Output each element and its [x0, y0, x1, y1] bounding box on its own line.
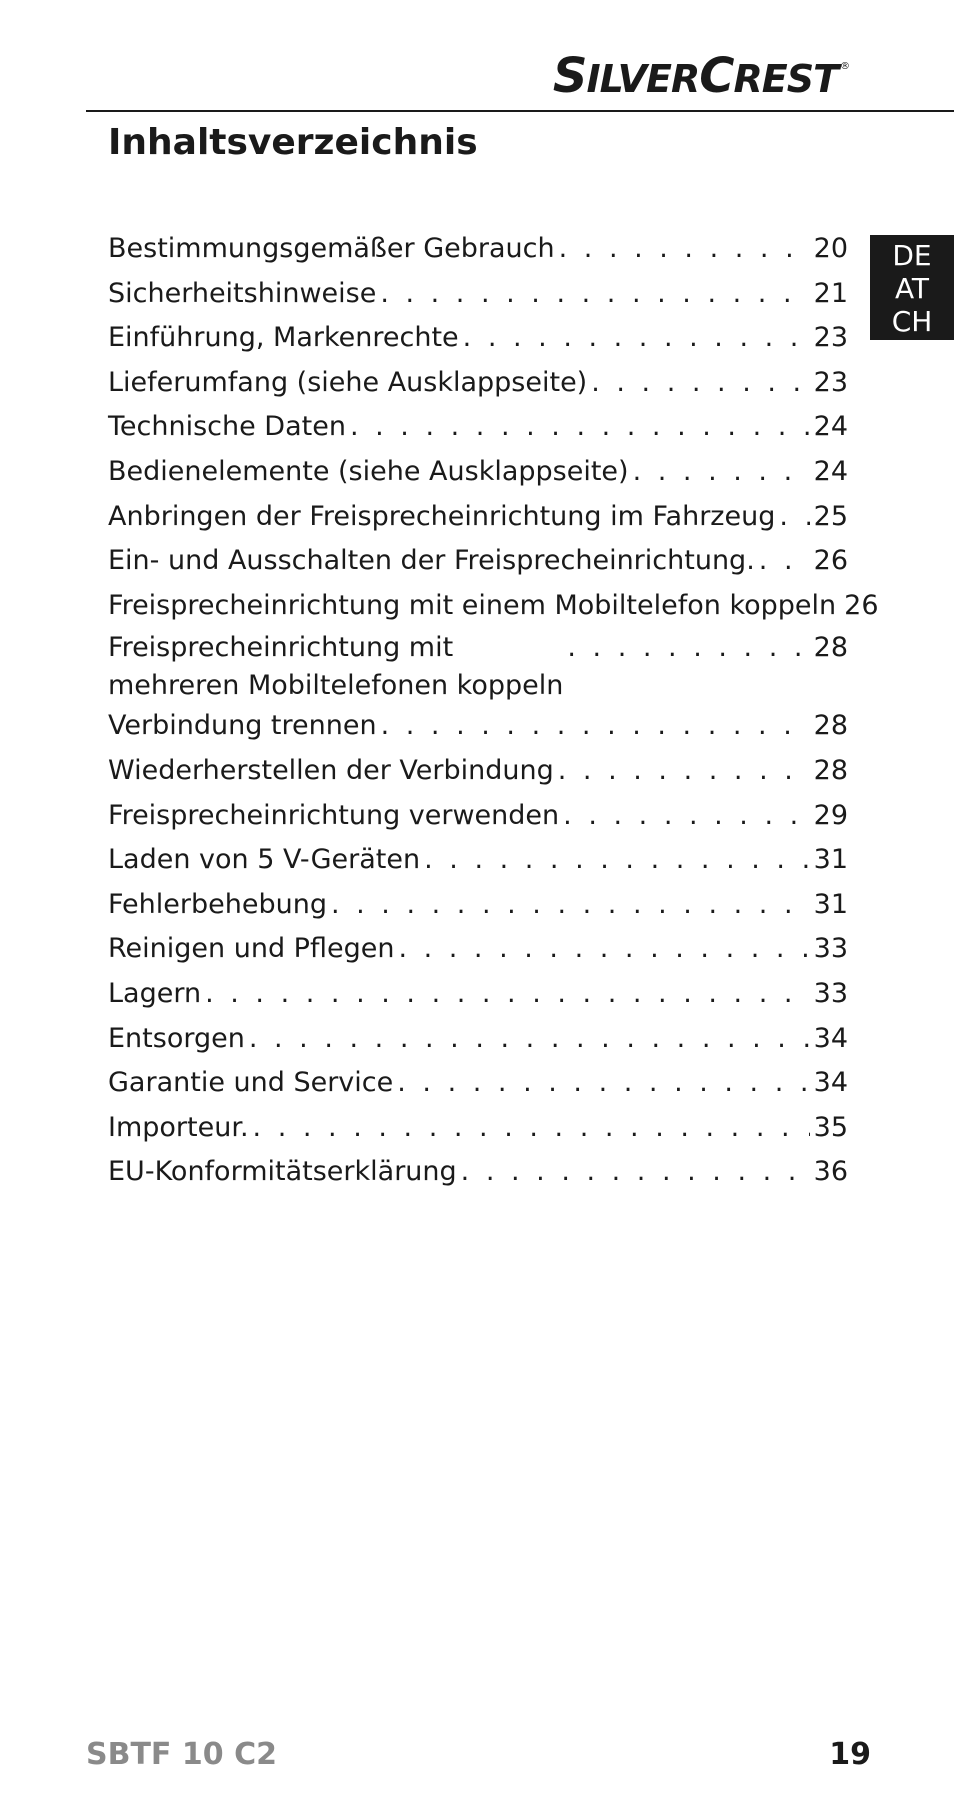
language-code: AT — [894, 272, 930, 305]
language-code: DE — [892, 239, 932, 272]
toc-page: 21 — [813, 277, 848, 309]
footer-model-number: SBTF 10 C2 — [86, 1737, 277, 1772]
toc-entry[interactable] — [108, 883, 848, 928]
toc-leader-dots — [567, 632, 809, 664]
toc-entry[interactable] — [108, 1150, 848, 1195]
toc-title: Wiederherstellen der Verbindung — [108, 754, 554, 786]
toc-entry[interactable] — [108, 272, 848, 317]
footer-page-number: 19 — [829, 1737, 871, 1772]
toc-title: Freisprecheinrichtung mit einem Mobiltelefon koppeln — [108, 589, 837, 621]
page-title: Inhaltsverzeichnis — [108, 122, 478, 163]
brand-text-rest: REST — [733, 57, 838, 101]
toc-leader-dots — [350, 405, 810, 450]
toc-entry[interactable] — [108, 1061, 848, 1106]
toc-entry[interactable] — [108, 495, 848, 540]
toc-page: 26 — [813, 545, 848, 577]
brand-letter-c: C — [699, 48, 734, 104]
toc-entry[interactable] — [108, 584, 879, 629]
toc-title: Lieferumfang (siehe Ausklappseite) — [108, 366, 588, 398]
toc-page: 31 — [813, 888, 848, 920]
toc-title-line1: Freisprecheinrichtung mit — [108, 632, 454, 664]
toc-leader-dots — [559, 227, 810, 272]
toc-title: Lagern — [108, 977, 202, 1009]
toc-page: 23 — [813, 322, 848, 354]
toc-page: 28 — [813, 754, 848, 786]
toc-leader-dots — [397, 1061, 809, 1106]
brand-logo — [552, 48, 849, 104]
toc-page: 20 — [813, 233, 848, 264]
toc-entry[interactable] — [108, 1017, 848, 1062]
toc-title: Entsorgen — [108, 1022, 245, 1054]
toc-page: 28 — [813, 710, 848, 742]
toc-leader-dots — [633, 450, 810, 495]
toc-page: 33 — [813, 977, 848, 1009]
toc-title: Importeur. — [108, 1111, 249, 1143]
toc-page: 25 — [813, 500, 848, 532]
toc-entry[interactable] — [108, 749, 848, 794]
toc-title: Fehlerbehebung — [108, 888, 327, 920]
toc-leader-dots — [398, 927, 809, 972]
toc-entry[interactable] — [108, 794, 848, 839]
toc-leader-dots — [759, 539, 810, 584]
toc-entry[interactable] — [108, 405, 848, 450]
toc-entry[interactable] — [108, 704, 848, 749]
toc-leader-dots — [591, 361, 809, 406]
toc-page: 26 — [844, 589, 879, 621]
toc-title: Anbringen der Freisprecheinrichtung im Fahrzeug — [108, 500, 776, 532]
toc-entry[interactable] — [108, 1106, 848, 1151]
toc-title: Reinigen und Pflegen — [108, 933, 395, 965]
toc-entry[interactable] — [108, 450, 848, 495]
toc-title: EU-Konformitätserklärung — [108, 1156, 457, 1188]
toc-leader-dots — [380, 272, 809, 317]
toc-leader-dots — [779, 495, 809, 540]
toc-page: 28 — [813, 632, 848, 664]
toc-page: 23 — [813, 366, 848, 398]
toc-title: Freisprecheinrichtung verwenden — [108, 799, 560, 831]
header-rule — [86, 110, 954, 112]
toc-title: Bedienelemente (siehe Ausklappseite) — [108, 455, 629, 487]
toc-entry[interactable] — [108, 972, 848, 1017]
toc-leader-dots — [253, 1106, 810, 1151]
brand-text-ilver: ILVER — [586, 57, 700, 101]
toc-title: Verbindung trennen — [108, 710, 377, 742]
toc-leader-dots — [463, 316, 810, 361]
toc-title-block — [108, 628, 563, 704]
toc-leader-dots — [331, 883, 810, 928]
toc-leader-dots — [249, 1017, 810, 1062]
toc-title: Bestimmungsgemäßer Gebrauch — [108, 233, 555, 264]
toc-page: 34 — [813, 1022, 848, 1054]
toc-title: Garantie und Service — [108, 1067, 394, 1099]
toc-title: Einführung, Markenrechte — [108, 322, 459, 354]
toc-leader-dots — [424, 838, 810, 883]
toc-entry-multiline[interactable] — [108, 628, 848, 704]
toc-page: 35 — [813, 1111, 848, 1143]
toc-page: 24 — [813, 455, 848, 487]
table-of-contents — [108, 227, 879, 1195]
toc-page: 29 — [813, 799, 848, 831]
toc-entry[interactable] — [108, 838, 848, 883]
language-tab — [870, 235, 954, 340]
toc-entry[interactable] — [108, 227, 848, 272]
toc-page: 34 — [813, 1067, 848, 1099]
toc-page: 31 — [813, 844, 848, 876]
toc-page: 36 — [813, 1156, 848, 1188]
toc-entry[interactable] — [108, 927, 848, 972]
toc-leader-dots — [563, 794, 809, 839]
toc-leader-dots — [381, 704, 810, 749]
toc-title: Sicherheitshinweise — [108, 277, 377, 309]
toc-entry[interactable] — [108, 539, 848, 584]
toc-leader-dots — [205, 972, 810, 1017]
toc-leader-dots — [558, 749, 810, 794]
toc-title: Technische Daten — [108, 411, 346, 443]
toc-title-line2: mehreren Mobiltelefonen koppeln — [108, 670, 564, 702]
toc-page: 24 — [813, 411, 848, 443]
toc-page: 33 — [813, 933, 848, 965]
toc-leader-dots — [461, 1150, 810, 1195]
registered-mark: ® — [840, 61, 849, 72]
toc-title: Ein- und Ausschalten der Freisprecheinrichtung. — [108, 545, 755, 577]
toc-title: Laden von 5 V-Geräten — [108, 844, 421, 876]
toc-entry[interactable] — [108, 316, 848, 361]
language-code: CH — [891, 305, 933, 338]
toc-entry[interactable] — [108, 361, 848, 406]
brand-letter-s: S — [552, 48, 587, 104]
